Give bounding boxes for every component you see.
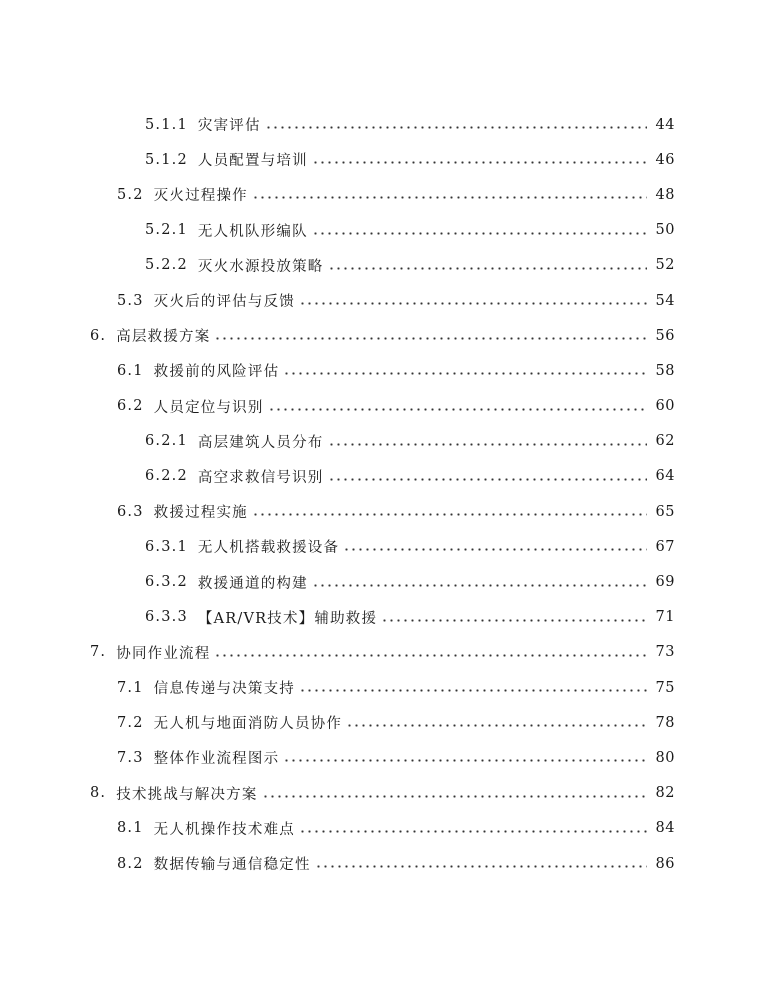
toc-entry[interactable] (0, 670, 765, 705)
toc-entry[interactable] (0, 635, 765, 670)
toc-entry[interactable] (0, 740, 765, 775)
toc-entry-title: 无人机与地面消防人员协作 (153, 716, 343, 733)
toc-entry[interactable] (0, 213, 765, 248)
toc-entry-text (145, 607, 377, 628)
dot-leader (312, 161, 647, 164)
toc-entry-text (145, 431, 324, 452)
toc-page-number: 82 (655, 785, 675, 802)
toc-entry-number: 6. (90, 327, 107, 344)
dot-leader (262, 795, 647, 798)
toc-entry-number: 5.2.1 (145, 222, 188, 239)
toc-entry-title: 救援过程实施 (153, 505, 248, 522)
toc-entry-text (117, 396, 264, 417)
toc-entry-text (117, 747, 279, 768)
toc-page-number: 50 (655, 222, 675, 239)
toc-entry-number: 8. (90, 785, 107, 802)
toc-entry-title: 灭火后的评估与反馈 (153, 294, 295, 311)
toc-entry-title: 高层建筑人员分布 (197, 434, 324, 451)
toc-page-number: 52 (655, 257, 675, 274)
toc-entry-number: 6.2 (117, 398, 144, 415)
toc-entry[interactable] (0, 600, 765, 635)
dot-leader (265, 126, 647, 129)
toc-entry-text (90, 783, 258, 804)
toc-entry-number: 5.2.2 (145, 257, 188, 274)
toc-entry-title: 人员配置与培训 (197, 153, 308, 170)
toc-entry-number: 7.2 (117, 714, 144, 731)
toc-entry-title: 信息传递与决策支持 (153, 681, 295, 698)
toc-entry-title: 灾害评估 (197, 118, 261, 135)
toc-entry[interactable] (0, 494, 765, 529)
toc-page-number: 64 (655, 468, 675, 485)
toc-entry-number: 5.3 (117, 292, 144, 309)
toc-entry-title: 无人机搭载救援设备 (197, 540, 340, 557)
toc-page-number: 65 (655, 503, 675, 520)
toc-entry-title: 无人机操作技术难点 (153, 821, 295, 838)
toc-page-number: 56 (655, 327, 675, 344)
toc-entry[interactable] (0, 564, 765, 599)
toc-page-number: 60 (655, 398, 675, 415)
toc-entry-title: 【AR/VR技术】辅助救援 (197, 610, 378, 627)
toc-entry-text (145, 255, 324, 276)
toc-page-number: 46 (655, 151, 675, 168)
toc-entry-number: 6.3 (117, 503, 144, 520)
toc-page-number: 86 (655, 855, 675, 872)
toc-entry-number: 8.1 (117, 820, 144, 837)
dot-leader (252, 196, 647, 199)
toc-entry-title: 救援通道的构建 (197, 575, 308, 592)
toc-page-number: 71 (655, 609, 675, 626)
toc-page-number: 69 (655, 574, 675, 591)
toc-page-number: 67 (655, 538, 675, 555)
toc-entry-text (117, 501, 248, 522)
toc-page-number: 73 (655, 644, 675, 661)
toc-page-number: 84 (655, 820, 675, 837)
toc-entry-number: 6.1 (117, 362, 144, 379)
toc-page-number: 54 (655, 292, 675, 309)
toc-entry[interactable] (0, 705, 765, 740)
toc-entry-title: 技术挑战与解决方案 (116, 786, 258, 803)
toc-entry[interactable] (0, 142, 765, 177)
toc-entry-title: 救援前的风险评估 (153, 364, 280, 381)
toc-entry-title: 高层救援方案 (116, 329, 211, 346)
toc-entry-text (145, 220, 308, 241)
dot-leader (268, 408, 647, 411)
toc-page-number: 48 (655, 186, 675, 203)
dot-leader (328, 267, 647, 270)
dot-leader (343, 548, 647, 551)
dot-leader (283, 759, 647, 762)
toc-entry[interactable] (0, 107, 765, 142)
toc-entry-text (117, 712, 342, 733)
dot-leader (299, 689, 647, 692)
dot-leader (299, 830, 647, 833)
toc-entry-title: 高空求救信号识别 (197, 469, 324, 486)
dot-leader (283, 372, 647, 375)
dot-leader (381, 619, 647, 622)
toc-entry-title: 无人机队形编队 (197, 223, 308, 240)
toc-entry-text (90, 642, 210, 663)
table-of-contents (0, 107, 765, 881)
toc-entry[interactable] (0, 353, 765, 388)
toc-entry-text (145, 466, 324, 487)
toc-entry-number: 7.1 (117, 679, 144, 696)
toc-entry-number: 6.3.1 (145, 538, 188, 555)
toc-page-number: 80 (655, 749, 675, 766)
toc-entry[interactable] (0, 424, 765, 459)
toc-page-number: 75 (655, 679, 675, 696)
toc-entry-text (117, 853, 311, 874)
toc-entry-title: 灭火水源投放策略 (197, 258, 324, 275)
toc-page-number: 58 (655, 362, 675, 379)
toc-entry-number: 6.2.2 (145, 468, 188, 485)
toc-entry-number: 7. (90, 644, 107, 661)
dot-leader (312, 232, 647, 235)
toc-entry-number: 5.1.1 (145, 116, 188, 133)
toc-entry-title: 整体作业流程图示 (153, 751, 280, 768)
toc-page-number: 44 (655, 116, 675, 133)
toc-entry[interactable] (0, 318, 765, 353)
toc-entry-text (117, 818, 295, 839)
dot-leader (214, 337, 647, 340)
toc-entry-text (117, 677, 295, 698)
toc-entry-text (145, 114, 261, 135)
toc-entry-text (145, 536, 339, 557)
toc-entry-number: 6.3.3 (145, 609, 188, 626)
toc-entry-title: 灭火过程操作 (153, 188, 248, 205)
toc-entry[interactable] (0, 283, 765, 318)
toc-entry-title: 数据传输与通信稳定性 (153, 857, 311, 874)
toc-page-number: 78 (655, 714, 675, 731)
dot-leader (214, 654, 647, 657)
toc-entry[interactable] (0, 529, 765, 564)
toc-entry[interactable] (0, 811, 765, 846)
toc-page-number: 62 (655, 433, 675, 450)
toc-entry-title: 人员定位与识别 (153, 399, 264, 416)
toc-entry-number: 7.3 (117, 749, 144, 766)
toc-entry-title: 协同作业流程 (116, 645, 211, 662)
toc-entry-number: 5.2 (117, 186, 144, 203)
toc-entry-text (145, 572, 308, 593)
toc-entry[interactable] (0, 177, 765, 212)
dot-leader (252, 513, 647, 516)
toc-entry-number: 6.3.2 (145, 574, 188, 591)
toc-entry-text (117, 360, 279, 381)
toc-entry-text (90, 325, 210, 346)
dot-leader (312, 584, 647, 587)
dot-leader (299, 302, 647, 305)
toc-entry-number: 6.2.1 (145, 433, 188, 450)
toc-entry[interactable] (0, 389, 765, 424)
toc-entry-text (117, 184, 248, 205)
toc-entry-number: 8.2 (117, 855, 144, 872)
toc-entry-number: 5.1.2 (145, 151, 188, 168)
toc-entry-text (145, 149, 308, 170)
dot-leader (328, 478, 647, 481)
toc-entry-text (117, 290, 295, 311)
toc-entry[interactable] (0, 248, 765, 283)
toc-entry[interactable] (0, 459, 765, 494)
toc-entry[interactable] (0, 776, 765, 811)
dot-leader (328, 443, 647, 446)
dot-leader (346, 724, 647, 727)
dot-leader (315, 865, 647, 868)
toc-entry[interactable] (0, 846, 765, 881)
